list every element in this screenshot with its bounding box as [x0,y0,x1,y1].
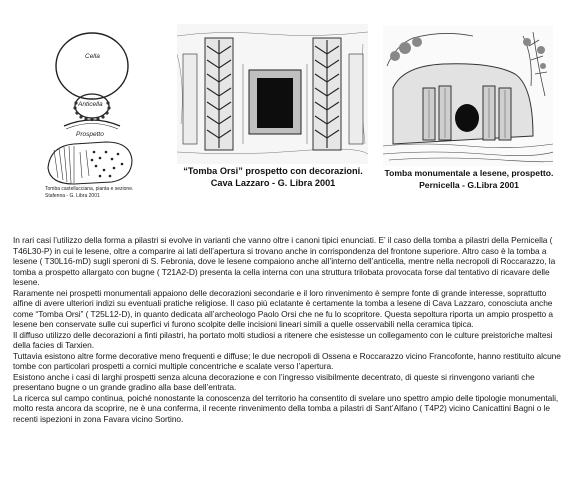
paragraph: Tuttavia esistono altre forme decorative meno frequenti e diffuse; le due necropoli di Ossena e Roccarazzo vicino Francofonte, hanno restituito alcune tombe con particolari prospetti a cornici multiple concentriche e scalate verso l’apertura. [13,350,561,371]
tomb-plan-svg [34,18,154,208]
label-cella: Cella [85,53,100,60]
tomb-plan-section-drawing [34,18,154,208]
pernicella-caption-line2: Pernicella - G.Libra 2001 [419,180,519,190]
tomba-orsi-svg [177,24,368,164]
paragraph: Esistono anche i casi di larghi prospetti senza alcuna decorazione e con l’ingresso visibilmente decentrato, di queste si rinvengono varianti che presentano bugne o un grande gradino alla base dell’entrata. [13,371,535,392]
tomba-orsi-caption [174,165,372,189]
paragraph: Raramente nei prospetti monumentali appaiono delle decorazioni secondarie e il loro rinvenimento è sempre fonte di grande interesse, soprattutto alfine di avere ulteriori indizi su eventuali pratiche religiose. Il caso più eclatante è certamente la tomba a lesene di Cava Lazzaro, conosciuta anche come “Tomba Orsi” ( T25L12-D), in quanto dedicata all’archeologo Paolo Orsi che ne fu lo scopritore. Questa sepoltura riporta un ampio prospetto a lesene ben conservate sulle cui superfici vi furono scolpite delle incisioni lineari simili a quelle osservabili nella ceramica tipica. [13,287,553,329]
pernicella-tomb-drawing [383,26,553,166]
tomba-orsi-drawing [177,24,368,164]
pernicella-svg [383,26,553,166]
label-anticella: Anticella [78,101,103,108]
pernicella-caption-line1: Tomba monumentale a lesene, prospetto. [384,168,554,178]
plan-caption: Tomba castellucciana, pianta e sezione. Stafenna - G. Libra 2001 [45,186,134,199]
tomba-orsi-caption-line1: “Tomba Orsi” prospetto con decorazioni. [183,166,363,176]
label-prospetto: Prospetto [76,131,104,138]
paragraph: In rari casi l’utilizzo della forma a pilastri si evolve in varianti che vanno oltre i canoni tipici enunciati. E’ il caso della tomba a pilastri della Pernicella ( T46L30-P) in cui le lesene, oltre a comparire ai lati dell’apertura si trovano anche in corrispondenza del frontone superiore. Altro caso è la tomba a lesene ( T30L16-mD) sugli speroni di S. Febronia, dove le lesene compaiono anche all’interno dell’anticella, mentre nella necropoli di Roccarazzo, la tomba a prospetto allargato con bugne ( T21A2-D) presenta la cella interna con una struttura trilobata provocata forse dal tentativo di ricavare delle lesene. [13,235,556,287]
article-body [13,235,561,424]
paragraph: Il diffuso utilizzo delle decorazioni a finti pilastri, ha portato molti studiosi a ritenere che esistesse un collegamento con le culture preistoriche maltesi della facies di Tarxien. [13,329,553,350]
paragraph: La ricerca sul campo continua, poiché nonostante la conoscenza del territorio ha consentito di svelare uno spettro ampio delle tipologie monumentali, molto resta ancora da scoprire, ne è una conferma, il recente rinvenimento della tomba a pilastri di Sant’Alfano ( T4P2) vicino Canicattini Bagni o le recenti ispezioni in zona Favara vicino Sortino. [13,392,559,424]
tomba-orsi-caption-line2: Cava Lazzaro - G. Libra 2001 [210,178,336,188]
pernicella-caption [378,167,560,191]
